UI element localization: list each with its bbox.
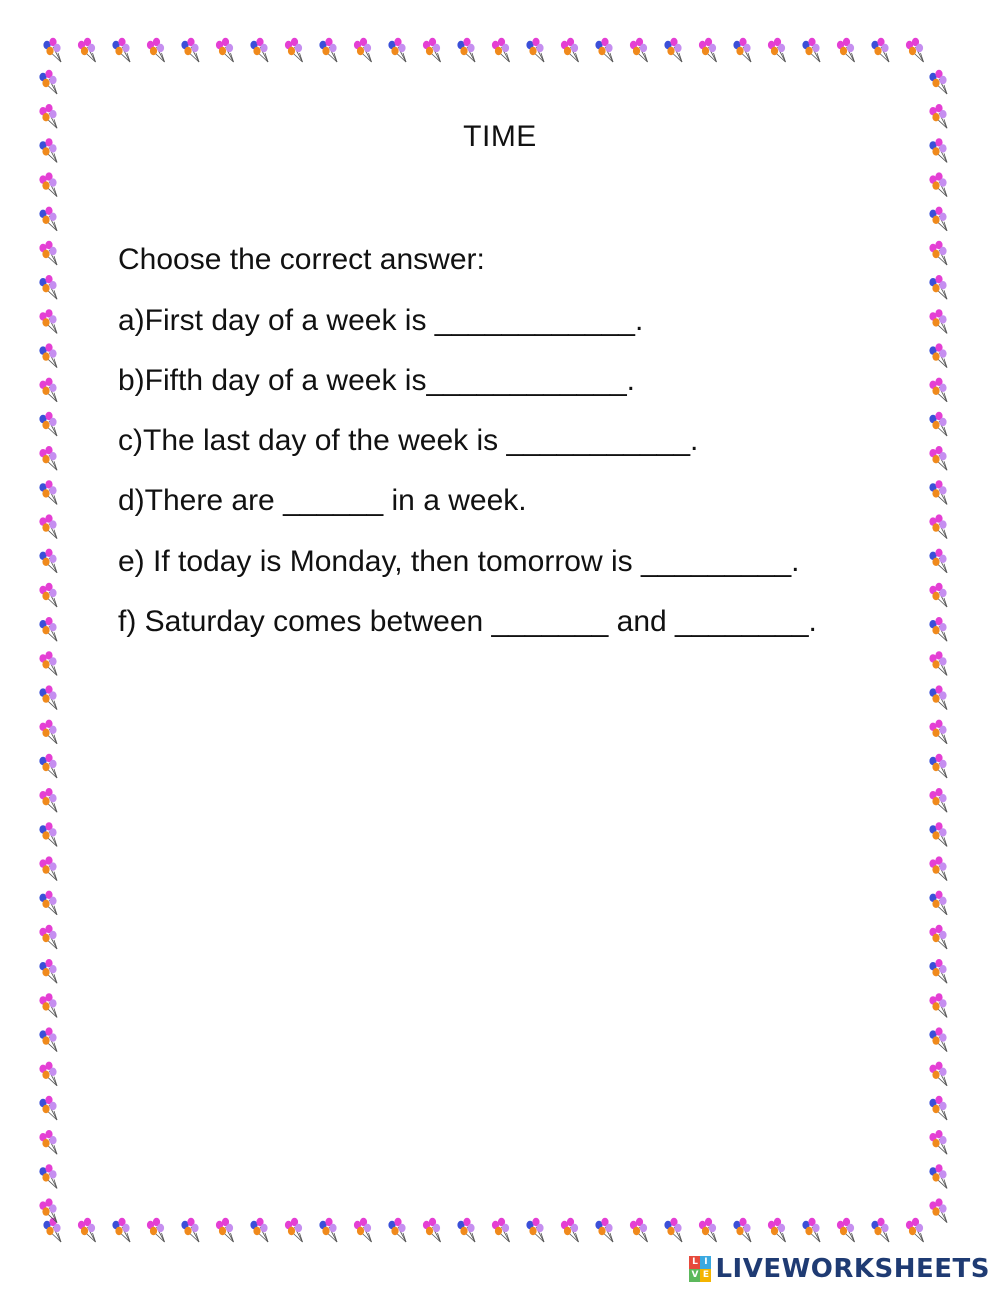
balloon-cluster-icon: [39, 754, 57, 778]
balloon-cluster-icon: [929, 549, 947, 573]
balloon-cluster-icon: [929, 993, 947, 1017]
balloon-cluster-icon: [39, 1096, 57, 1120]
balloon-cluster-icon: [929, 480, 947, 504]
balloon-cluster-icon: [802, 38, 820, 62]
instruction-text: Choose the correct answer:: [118, 243, 485, 276]
balloon-cluster-icon: [768, 38, 786, 62]
worksheet-title: TIME: [463, 120, 537, 153]
balloon-cluster-icon: [39, 1062, 57, 1086]
liveworksheets-branding: [689, 1254, 990, 1284]
balloon-cluster-icon: [837, 38, 855, 62]
balloon-cluster-icon: [929, 207, 947, 231]
balloon-cluster-icon: [630, 1218, 648, 1242]
question-e: e) If today is Monday, then tomorrow is _________.: [118, 545, 800, 578]
balloon-cluster-icon: [388, 38, 406, 62]
balloon-cluster-icon: [492, 38, 510, 62]
balloon-cluster-icon: [929, 822, 947, 846]
balloon-cluster-icon: [929, 446, 947, 470]
balloon-cluster-icon: [112, 38, 130, 62]
balloon-cluster-icon: [112, 1218, 130, 1242]
balloon-cluster-icon: [39, 412, 57, 436]
balloon-cluster-icon: [871, 38, 889, 62]
balloon-cluster-icon: [699, 1218, 717, 1242]
balloon-cluster-icon: [561, 1218, 579, 1242]
balloon-cluster-icon: [630, 38, 648, 62]
balloon-cluster-icon: [929, 172, 947, 196]
balloon-cluster-icon: [595, 1218, 613, 1242]
balloon-cluster-icon: [39, 1130, 57, 1154]
balloon-cluster-icon: [561, 38, 579, 62]
balloon-cluster-icon: [39, 275, 57, 299]
balloon-cluster-icon: [39, 241, 57, 265]
balloon-cluster-icon: [906, 38, 924, 62]
question-b: b)Fifth day of a week is____________.: [118, 364, 636, 397]
question-a: a)First day of a week is ____________.: [118, 304, 644, 337]
balloon-cluster-icon: [250, 1218, 268, 1242]
balloon-cluster-icon: [78, 1218, 96, 1242]
balloon-cluster-icon: [929, 309, 947, 333]
balloon-cluster-icon: [423, 38, 441, 62]
balloon-cluster-icon: [39, 207, 57, 231]
balloon-cluster-icon: [457, 1218, 475, 1242]
balloon-cluster-icon: [39, 617, 57, 641]
balloon-cluster-icon: [929, 275, 947, 299]
balloon-cluster-icon: [319, 1218, 337, 1242]
question-d: d)There are ______ in a week.: [118, 484, 527, 517]
logo-letter-i: I: [700, 1256, 711, 1269]
balloon-cluster-icon: [147, 1218, 165, 1242]
balloon-cluster-icon: [929, 241, 947, 265]
balloon-cluster-icon: [929, 856, 947, 880]
balloon-cluster-icon: [929, 685, 947, 709]
balloon-cluster-icon: [595, 38, 613, 62]
balloon-cluster-icon: [39, 70, 57, 94]
balloon-cluster-icon: [457, 38, 475, 62]
question-f: f) Saturday comes between _______ and ________.: [118, 605, 817, 638]
balloon-cluster-icon: [39, 651, 57, 675]
balloon-cluster-icon: [39, 925, 57, 949]
logo-letter-e: E: [700, 1269, 711, 1282]
balloon-cluster-icon: [929, 514, 947, 538]
balloon-cluster-icon: [929, 617, 947, 641]
balloon-cluster-icon: [39, 856, 57, 880]
balloon-cluster-icon: [39, 549, 57, 573]
balloon-cluster-icon: [802, 1218, 820, 1242]
brand-name: LIVEWORKSHEETS: [715, 1254, 990, 1284]
balloon-cluster-icon: [929, 788, 947, 812]
balloon-cluster-icon: [43, 38, 61, 62]
balloon-cluster-icon: [929, 720, 947, 744]
balloon-cluster-icon: [929, 1096, 947, 1120]
balloon-cluster-icon: [78, 38, 96, 62]
balloon-cluster-icon: [871, 1218, 889, 1242]
balloon-cluster-icon: [250, 38, 268, 62]
balloon-cluster-icon: [929, 891, 947, 915]
balloon-cluster-icon: [526, 38, 544, 62]
question-c: c)The last day of the week is ___________.: [118, 424, 699, 457]
balloon-cluster-icon: [354, 38, 372, 62]
balloon-cluster-icon: [285, 1218, 303, 1242]
balloon-cluster-icon: [39, 514, 57, 538]
liveworksheets-logo-icon: [689, 1256, 711, 1282]
balloon-cluster-icon: [39, 583, 57, 607]
balloon-cluster-icon: [39, 343, 57, 367]
balloon-cluster-icon: [929, 412, 947, 436]
balloon-cluster-icon: [216, 1218, 234, 1242]
balloon-cluster-icon: [39, 1164, 57, 1188]
balloon-cluster-icon: [39, 822, 57, 846]
balloon-cluster-icon: [39, 788, 57, 812]
balloon-cluster-icon: [733, 1218, 751, 1242]
logo-letter-v: V: [689, 1269, 700, 1282]
balloon-cluster-icon: [929, 1062, 947, 1086]
balloon-cluster-icon: [388, 1218, 406, 1242]
balloon-cluster-icon: [929, 70, 947, 94]
balloon-cluster-icon: [929, 1130, 947, 1154]
balloon-cluster-icon: [526, 1218, 544, 1242]
balloon-cluster-icon: [664, 38, 682, 62]
balloon-cluster-icon: [39, 891, 57, 915]
balloon-cluster-icon: [39, 720, 57, 744]
balloon-cluster-icon: [768, 1218, 786, 1242]
balloon-cluster-icon: [354, 1218, 372, 1242]
balloon-cluster-icon: [929, 959, 947, 983]
balloon-cluster-icon: [492, 1218, 510, 1242]
balloon-cluster-icon: [181, 1218, 199, 1242]
balloon-cluster-icon: [319, 38, 337, 62]
balloon-cluster-icon: [39, 172, 57, 196]
balloon-cluster-icon: [39, 1027, 57, 1051]
balloon-cluster-icon: [929, 343, 947, 367]
balloon-cluster-icon: [285, 38, 303, 62]
balloon-cluster-icon: [929, 583, 947, 607]
balloon-cluster-icon: [39, 685, 57, 709]
balloon-cluster-icon: [837, 1218, 855, 1242]
balloon-cluster-icon: [39, 959, 57, 983]
balloon-cluster-icon: [39, 378, 57, 402]
balloon-cluster-icon: [39, 480, 57, 504]
balloon-cluster-icon: [699, 38, 717, 62]
balloon-cluster-icon: [929, 1027, 947, 1051]
balloon-cluster-icon: [929, 651, 947, 675]
balloon-cluster-icon: [929, 754, 947, 778]
logo-letter-l: L: [689, 1256, 700, 1269]
balloon-cluster-icon: [39, 309, 57, 333]
balloon-cluster-icon: [664, 1218, 682, 1242]
balloon-cluster-icon: [929, 1198, 947, 1222]
balloon-cluster-icon: [423, 1218, 441, 1242]
balloon-cluster-icon: [929, 1164, 947, 1188]
balloon-cluster-icon: [929, 378, 947, 402]
balloon-cluster-icon: [181, 38, 199, 62]
balloon-cluster-icon: [929, 925, 947, 949]
balloon-cluster-icon: [39, 993, 57, 1017]
balloon-cluster-icon: [216, 38, 234, 62]
balloon-cluster-icon: [906, 1218, 924, 1242]
balloon-cluster-icon: [43, 1218, 61, 1242]
balloon-cluster-icon: [733, 38, 751, 62]
balloon-cluster-icon: [147, 38, 165, 62]
balloon-cluster-icon: [39, 446, 57, 470]
